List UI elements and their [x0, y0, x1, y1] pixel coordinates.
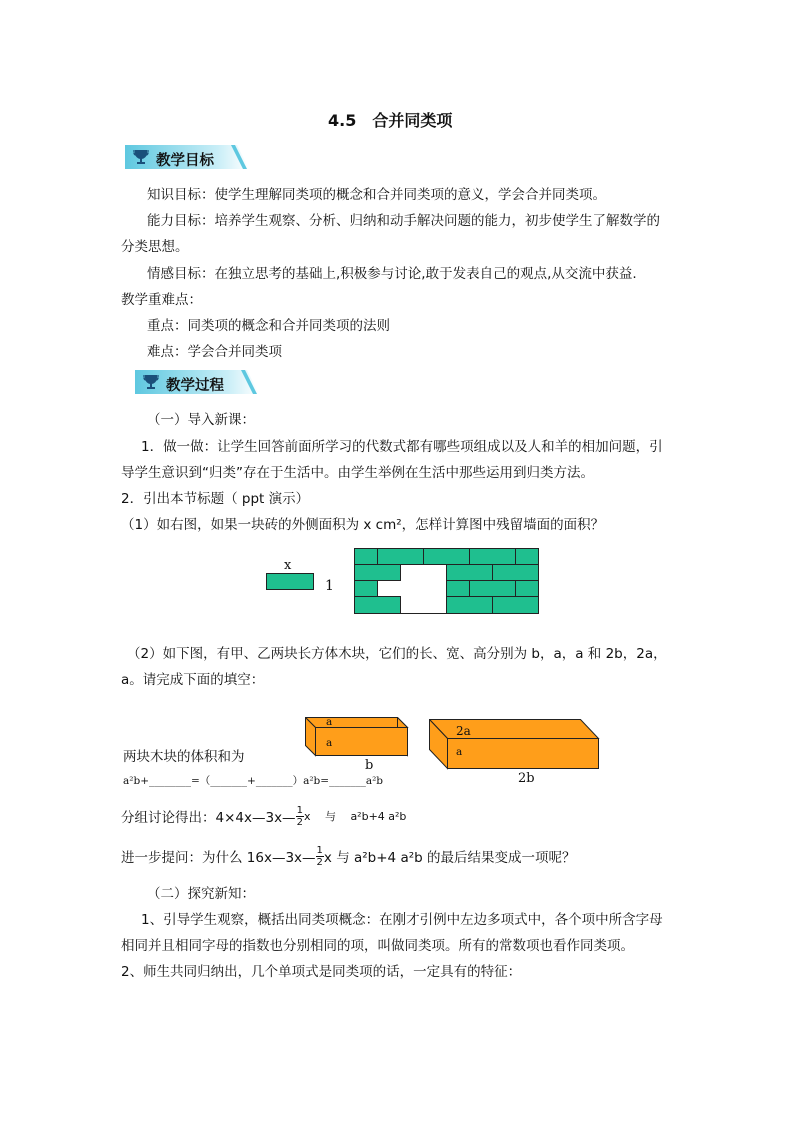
explore2: 2、师生共同归纳出，几个单项式是同类项的话，一定具有的特征： — [121, 964, 522, 980]
further-question-line — [121, 840, 575, 872]
fraction-denominator: 2 — [316, 856, 323, 868]
fill-blank-line: a²b+________=（_______+_______）a²b=_______a²b — [123, 775, 384, 787]
fraction-half — [296, 805, 304, 828]
explore1-line2: 相同并且相同字母的指数也分别相同的项，叫做同类项。所有的常数项也看作同类项。 — [121, 938, 634, 954]
further-question-suffix: x 与 a²b+4 a²b 的最后结果变成一项呢？ — [323, 850, 576, 866]
emotion-goal: 情感目标：在独立思考的基础上,积极参与讨论,敢于发表自己的观点,从交流中获益. — [147, 266, 637, 282]
block-small-bottom-label: b — [365, 758, 374, 773]
question1: （1）如右图，如果一块砖的外侧面积为 x cm²，怎样计算图中残留墙面的面积？ — [121, 517, 605, 533]
block-small-top-label: a — [326, 716, 333, 728]
volume-sum-label: 两块木块的体积和为 — [123, 749, 245, 765]
explore1-line1: 1、引导学生观察，概括出同类项概念：在刚才引例中左边多项式中，各个项中所含字母 — [141, 912, 663, 928]
item1-line1: 1．做一做：让学生回答前面所学习的代数式都有哪些项组成以及人和羊的相加问题，引 — [141, 439, 663, 455]
block-small-front-label: a — [326, 737, 333, 749]
item1-line2: 导学生意识到“归类”存在于生活中。由学生举例在生活中那些运用到归类方法。 — [121, 465, 594, 481]
block-small — [305, 717, 409, 757]
question2-line2: a。请完成下面的填空： — [121, 672, 265, 688]
fraction-denominator: 2 — [296, 816, 303, 828]
page-title: 4.5 合并同类项 — [328, 111, 453, 130]
section-label-goals: 教学目标 — [156, 153, 214, 169]
brick-wall — [354, 548, 540, 615]
difficulty-point: 难点：学会合并同类项 — [147, 344, 282, 360]
brick-label-x: x — [284, 558, 292, 573]
section-banner-goals — [125, 145, 249, 169]
question2-line1: （2）如下图，有甲、乙两块长方体木块，它们的长、宽、高分别为 b，a，a 和 2b，2a， — [127, 646, 667, 662]
section-label-process: 教学过程 — [166, 378, 224, 394]
group-discussion-suffix: x 与 a²b+4 a²b — [303, 810, 407, 823]
group-discussion-prefix: 分组讨论得出：4×4x—3x— — [121, 810, 296, 826]
brick-label-1: 1 — [325, 578, 334, 594]
key-heading: 教学重难点： — [121, 292, 202, 308]
single-brick — [266, 573, 314, 591]
part2-heading: （二）探究新知： — [147, 886, 255, 902]
block-large-top-label: 2a — [456, 724, 471, 738]
block-large — [429, 719, 601, 770]
part1-heading: （一）导入新课： — [147, 412, 255, 428]
ability-goal-cont: 分类思想。 — [121, 239, 189, 255]
ability-goal: 能力目标：培养学生观察、分析、归纳和动手解决问题的能力，初步使学生了解数学的 — [147, 213, 660, 229]
trophy-icon — [129, 145, 153, 169]
fraction-numerator: 1 — [296, 804, 303, 816]
fraction-half — [316, 845, 324, 868]
knowledge-goal: 知识目标：使学生理解同类项的概念和合并同类项的意义，学会合并同类项。 — [147, 187, 606, 203]
item2: 2．引出本节标题（ ppt 演示） — [121, 491, 310, 507]
key-point: 重点：同类项的概念和合并同类项的法则 — [147, 318, 390, 334]
trophy-icon — [139, 370, 163, 394]
group-discussion-line — [121, 800, 406, 832]
fraction-numerator: 1 — [316, 844, 323, 856]
block-large-front-label: a — [456, 746, 463, 758]
further-question-prefix: 进一步提问：为什么 16x—3x— — [121, 850, 316, 866]
section-banner-process — [135, 370, 259, 394]
block-large-bottom-label: 2b — [518, 771, 535, 786]
